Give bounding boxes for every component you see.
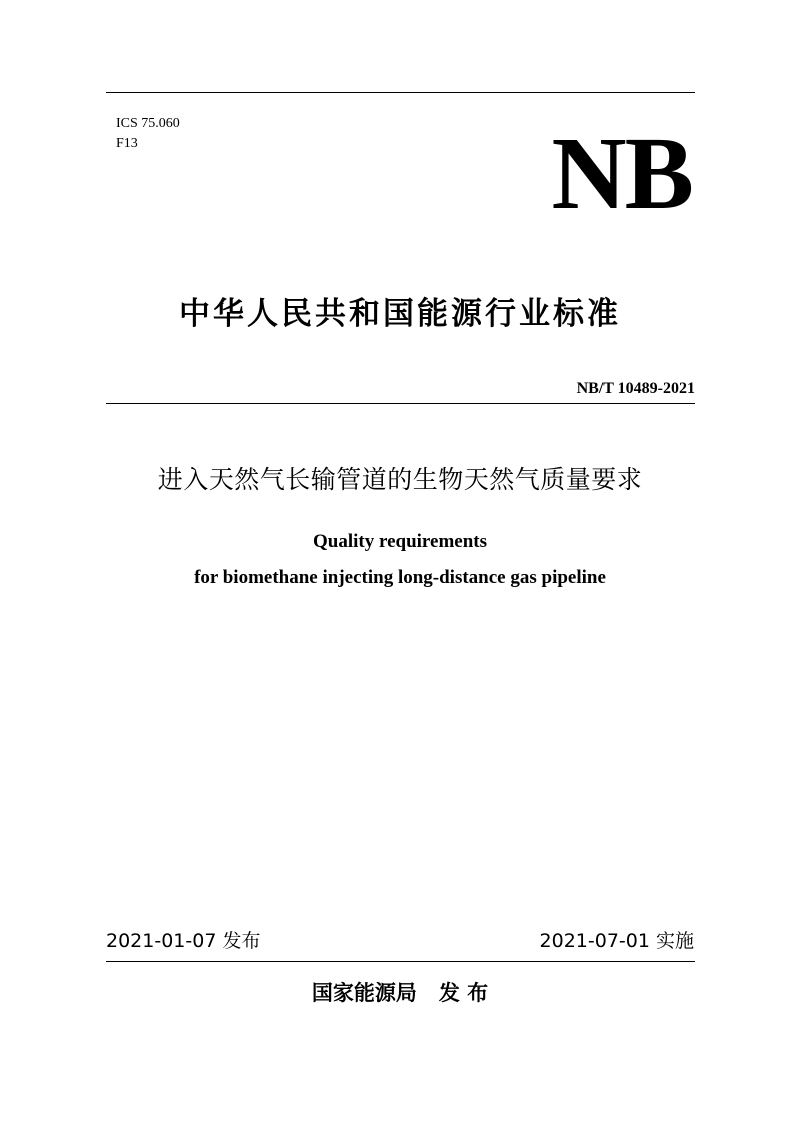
nb-logo: NB xyxy=(551,116,692,231)
issuer-name: 国家能源局 xyxy=(311,981,417,1005)
footer-rule xyxy=(106,961,695,962)
ics-code: ICS 75.060 xyxy=(116,116,180,131)
title-english-line2: for biomethane injecting long-distance gas pipeline xyxy=(194,567,606,588)
standard-type-heading: 中华人民共和国能源行业标准 xyxy=(179,296,621,332)
title-chinese: 进入天然气长输管道的生物天然气质量要求 xyxy=(157,465,643,494)
ccs-code: F13 xyxy=(116,136,138,151)
top-rule xyxy=(106,92,695,93)
header-rule xyxy=(106,403,695,404)
title-english-line1: Quality requirements xyxy=(313,531,487,552)
issuer-action: 发 布 xyxy=(438,981,489,1005)
standard-number: NB/T 10489-2021 xyxy=(576,380,695,397)
issuer-line xyxy=(0,978,800,1008)
issue-date: 2021-01-07 发布 xyxy=(106,930,261,952)
implementation-date: 2021-07-01 实施 xyxy=(539,930,694,952)
